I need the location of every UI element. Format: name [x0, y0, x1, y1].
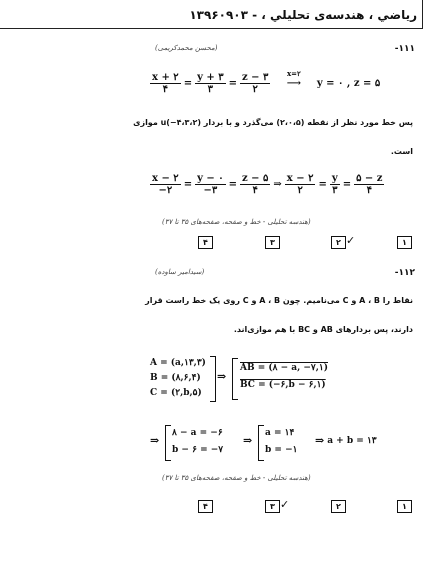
- equation: a = ۱۴: [265, 428, 295, 438]
- fraction: $\frac{۵ - z}{۴}$: [356, 173, 383, 196]
- answer-option-1[interactable]: ۱: [397, 500, 412, 513]
- left-brace: [258, 425, 264, 461]
- fraction: $\frac{x - ۲}{-۲}$: [152, 173, 179, 196]
- answer-option-1[interactable]: ۱: [397, 236, 412, 249]
- question-author-112: (سیدامیر ساوده): [155, 268, 205, 276]
- implies-arrow: ⇒: [150, 434, 160, 447]
- equation: ۸ − a = −۶: [172, 428, 223, 438]
- question-author-111: (محسن محمدکریمی): [155, 44, 218, 52]
- answer-option-2[interactable]: ۲: [331, 500, 346, 513]
- fraction: $\frac{x - ۲}{۲}$: [286, 173, 314, 196]
- fraction: $\frac{z - ۳}{۲}$: [242, 72, 269, 95]
- equation: b − ۶ = −۷: [172, 445, 224, 455]
- solve-system-right: [265, 425, 297, 459]
- arrow-implies: x=۲ ⟶: [286, 69, 302, 89]
- equation-line-2: $\frac{x - ۲}{-۲}$ = $\frac{y - ۰}{-۳}$ = $\frac{z - ۵}{۴}$ ⇒ $\frac{x - ۲}{۲}$ = $\frac{y}{۳}$ = $\frac{۵ - z}{۴}$: [152, 173, 383, 196]
- point-b: B = (۸,۶,۴): [150, 373, 201, 383]
- answer-option-2[interactable]: ۲: [331, 236, 346, 249]
- left-brace: [232, 358, 238, 400]
- reference-111: (هندسه تحلیلی - خط و صفحه، صفحه‌های ۳۵ تا ۳۷): [162, 218, 311, 226]
- vectors-system: [240, 360, 328, 394]
- points-system: [150, 356, 206, 401]
- vector-ab: AB = (۸ − a, −۷,۱): [240, 363, 328, 373]
- paragraph-112-line2: دارند، پس بردارهای AB و BC با هم موازی‌اند.: [233, 325, 413, 334]
- answer-option-4[interactable]: ۴: [198, 500, 213, 513]
- fraction: $\frac{z - ۵}{۴}$: [242, 173, 269, 196]
- question-number-112: -۱۱۲: [394, 268, 415, 278]
- page-header-title: رياضي ، هندسه‌ی تحليلي ، - ۱۳۹۶۰۹۰۳: [189, 8, 417, 22]
- fraction: $\frac{y + ۳}{۳}$: [197, 72, 224, 95]
- fraction: $\frac{x + ۲}{۴}$: [152, 72, 179, 95]
- header-rule-vertical: [422, 0, 423, 28]
- fraction: $\frac{y - ۰}{-۳}$: [197, 173, 224, 196]
- equation-line-1: $\frac{x + ۲}{۴}$ = $\frac{y + ۳}{۳}$ = $\frac{z - ۳}{۲}$ x=۲ ⟶ y = ۰ , z = ۵: [152, 69, 381, 95]
- vector-bc: BC = (−۶,b − ۶,۱): [240, 380, 326, 390]
- right-brace: [210, 356, 216, 402]
- answer-option-3[interactable]: ۳: [265, 236, 280, 249]
- final-result: ⇒ a + b = ۱۳: [315, 434, 377, 447]
- question-number-111: -۱۱۱: [394, 44, 415, 54]
- paragraph-111-line2: است.: [390, 147, 413, 156]
- header-rule: [0, 28, 423, 29]
- point-c: C = (۲,b,۵): [150, 388, 202, 398]
- point-a: A = (a,۱۳,۳): [150, 358, 206, 368]
- reference-112: (هندسه تحلیلی - خط و صفحه، صفحه‌های ۳۵ تا ۳۷): [162, 474, 311, 482]
- answer-option-3[interactable]: ۳: [265, 500, 280, 513]
- check-mark-icon: ✓: [346, 234, 356, 247]
- equation: b = −۱: [265, 445, 298, 455]
- left-brace: [165, 425, 171, 461]
- solve-system-left: [172, 425, 223, 459]
- paragraph-111-line1: پس خط مورد نظر از نقطه (۲،۰،۵) می‌گذرد و با بردار (۴،۳،۲−)u موازی: [133, 118, 413, 127]
- paragraph-112-line1: نقاط را A ، B و C می‌نامیم. چون A ، B و C روی یک خط راست قرار: [145, 296, 413, 305]
- fraction: $\frac{y}{۳}$: [331, 173, 338, 196]
- implies-arrow: ⇒: [217, 370, 227, 383]
- implies-arrow: ⇒: [243, 434, 253, 447]
- answer-option-4[interactable]: ۴: [198, 236, 213, 249]
- check-mark-icon: ✓: [280, 498, 290, 511]
